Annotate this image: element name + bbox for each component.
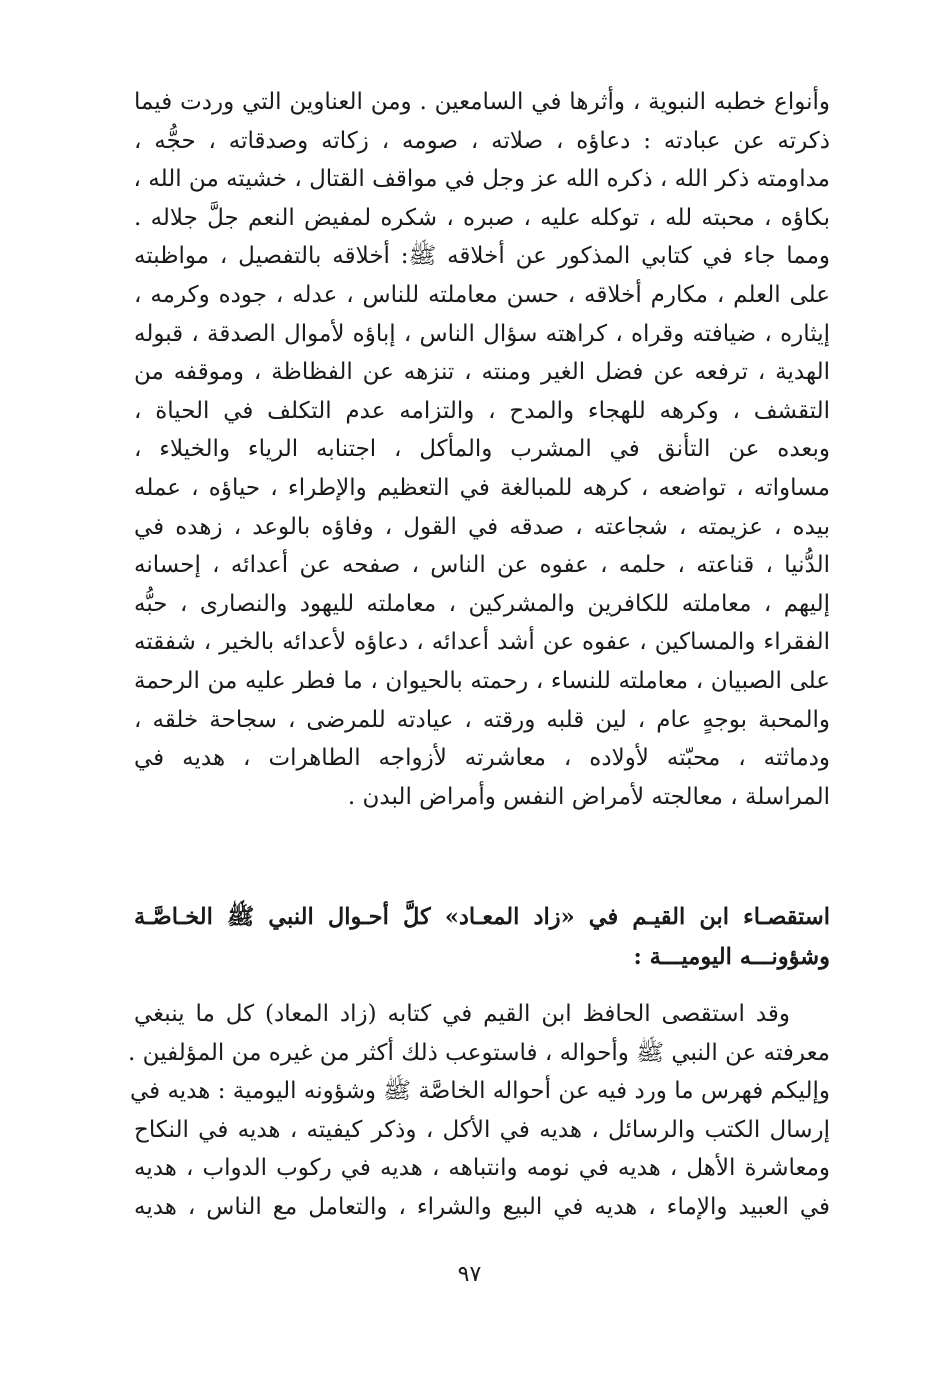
text-line: الفقراء والمساكين ، عفوه عن أشد أعدائه ، دعاؤه لأعدائه بالخير ، شفقته xyxy=(134,629,830,656)
text-line: مساواته ، تواضعه ، كرهه للمبالغة في التعظيم والإطراء ، حياؤه ، عمله xyxy=(134,474,830,501)
text-line: ومعاشرة الأهل ، هديه في نومه وانتباهه ، هديه في ركوب الدواب ، هديه xyxy=(134,1155,830,1182)
text-line: على العلم ، مكارم أخلاقه ، حسن معاملته للناس ، عدله ، جوده وكرمه ، xyxy=(134,281,830,308)
text-line: معرفته عن النبي ﷺ وأحواله ، فاستوعب ذلك أكثر من غيره من المؤلفين . xyxy=(128,1039,830,1066)
paragraph-prophet-worship-and-character xyxy=(134,83,830,816)
text-line: إليهم ، معاملته للكافرين والمشركين ، معاملته لليهود والنصارى ، حبُّه xyxy=(134,590,830,617)
heading-line: استقصـاء ابن القيـم في «زاد المعـاد» كلَّ أحـوال النبي ﷺ الخـاصَّـة xyxy=(134,904,830,930)
text-line: الدُّنيا ، قناعته ، حلمه ، عفوه عن الناس ، صفحه عن أعدائه ، إحسانه xyxy=(134,552,830,579)
text-line: بكاؤه ، محبته لله ، توكله عليه ، صبره ، شكره لمفيض النعم جلَّ جلاله . xyxy=(134,204,830,231)
text-line: المراسلة ، معالجته لأمراض النفس وأمراض البدن . xyxy=(347,783,830,810)
text-line: وقد استقصى الحافظ ابن القيم في كتابه (زاد المعاد) كل ما ينبغي xyxy=(134,1001,790,1027)
text-line: بيده ، عزيمته ، شجاعته ، صدقه في القول ، وفاؤه بالوعد ، زهده في xyxy=(134,513,830,540)
text-line: في العبيد والإماء ، هديه في البيع والشراء ، والتعامل مع الناس ، هديه xyxy=(134,1193,830,1220)
paragraph-zad-al-maad xyxy=(128,995,830,1227)
text-line: على الصبيان ، معاملته للنساء ، رحمته بالحيوان ، ما فطر عليه من الرحمة xyxy=(134,667,830,694)
text-line: ومما جاء في كتابي المذكور عن أخلاقه ﷺ: أخلاقه بالتفصيل ، مواظبته xyxy=(134,243,830,270)
page-number: ٩٧ xyxy=(457,1262,482,1287)
text-line: الهدية ، ترفعه عن فضل الغير ومنته ، تنزهه عن الفظاظة ، وموقفه من xyxy=(134,359,830,386)
text-line: إرسال الكتب والرسائل ، هديه في الأكل ، وذكر كيفيته ، هديه في النكاح xyxy=(134,1116,830,1143)
text-line: وبعده عن التأنق في المشرب والمأكل ، اجتنابه الرياء والخيلاء ، xyxy=(134,436,830,463)
text-line: ودماثته ، محبّته لأولاده ، معاشرته لأزواجه الطاهرات ، هديه في xyxy=(134,745,830,772)
text-line: مداومته ذكر الله ، ذكره الله عز وجل في مواقف القتال ، خشيته من الله ، xyxy=(133,166,830,193)
text-line: وإليكم فهرس ما ورد فيه عن أحواله الخاصَّة ﷺ وشؤونه اليومية : هديه في xyxy=(129,1078,830,1105)
text-line: التقشف ، وكرهه للهجاء والمدح ، والتزامه عدم التكلف في الحياة ، xyxy=(134,397,830,424)
section-heading xyxy=(134,897,830,977)
heading-line: وشؤونـــه اليوميـــة : xyxy=(633,944,830,970)
text-line: وأنواع خطبه النبوية ، وأثرها في السامعين . ومن العناوين التي وردت فيما xyxy=(134,89,830,115)
text-line: إيثاره ، ضيافته وقراه ، كراهته سؤال الناس ، إباؤه لأموال الصدقة ، قبوله xyxy=(134,320,830,347)
text-line: والمحبة بوجهٍ عام ، لين قلبه ورقته ، عيادته للمرضى ، سجاحة خلقه ، xyxy=(134,706,830,733)
text-line: ذكرته عن عبادته : دعاؤه ، صلاته ، صومه ، زكاته وصدقاته ، حجُّه ، xyxy=(134,127,830,154)
